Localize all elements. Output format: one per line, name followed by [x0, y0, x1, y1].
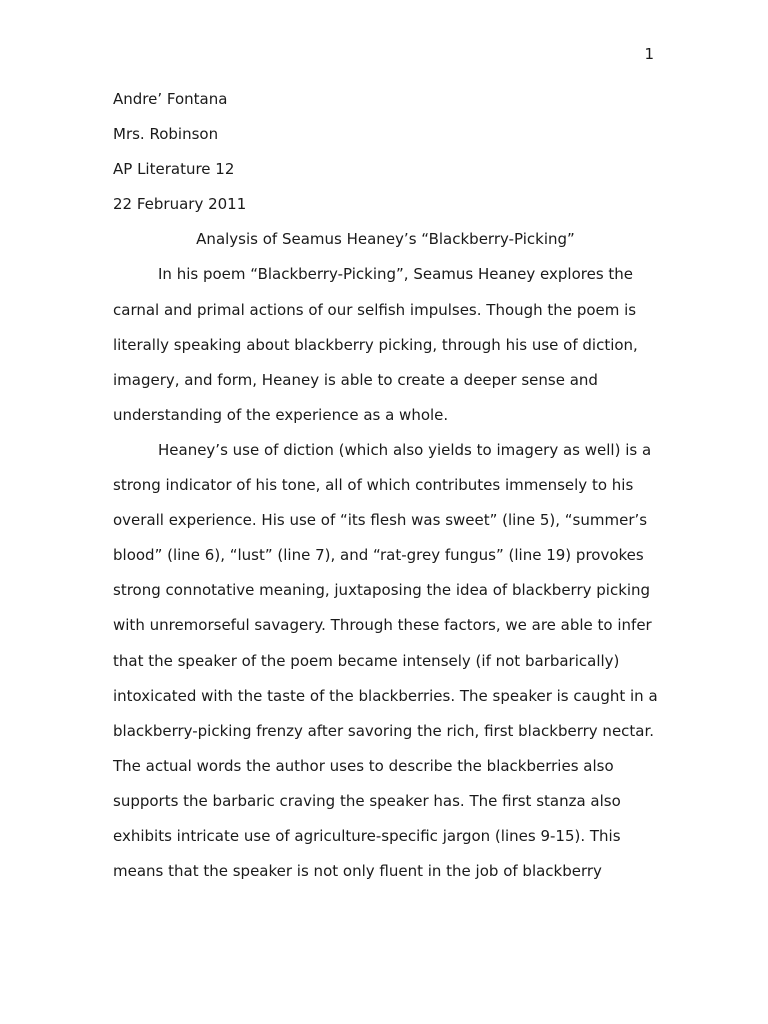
paragraph-line: In his poem “Blackberry-Picking”, Seamus Heaney explores the — [158, 265, 634, 284]
author-name: Andre’ Fontana — [113, 90, 228, 108]
paragraph-line: with unremorseful savagery. Through these factors, we are able to infer — [113, 616, 652, 635]
essay-title: Analysis of Seamus Heaney’s “Blackberry-Picking” — [196, 230, 575, 249]
paragraph-line: understanding of the experience as a whole. — [113, 405, 449, 424]
paragraph-line: supports the barbaric craving the speaker has. The first stanza also — [113, 791, 621, 810]
paragraph-1 — [113, 263, 658, 438]
paragraph-line: means that the speaker is not only fluent in the job of blackberry — [113, 862, 602, 881]
paragraph-line: intoxicated with the taste of the blackberries. The speaker is caught in a — [113, 686, 658, 705]
paragraph-line: carnal and primal actions of our selfish impulses. Though the poem is — [113, 300, 637, 319]
essay-date: 22 February 2011 — [113, 195, 247, 214]
paragraph-line: that the speaker of the poem became intensely (if not barbarically) — [113, 651, 620, 670]
course-name: AP Literature 12 — [113, 160, 235, 179]
paragraph-line: blackberry-picking frenzy after savoring the rich, first blackberry nectar. — [113, 721, 655, 740]
paragraph-line: strong indicator of his tone, all of which contributes immensely to his — [113, 476, 634, 495]
paragraph-line: Heaney’s use of diction (which also yields to imagery as well) is a — [158, 440, 652, 459]
paragraph-line: imagery, and form, Heaney is able to create a deeper sense and — [113, 370, 598, 389]
page-number: 1 — [644, 45, 654, 63]
paragraph-line: literally speaking about blackberry picking, through his use of diction, — [113, 335, 638, 354]
paragraph-2 — [113, 439, 658, 895]
paragraph-line: strong connotative meaning, juxtaposing the idea of blackberry picking — [113, 581, 651, 600]
paragraph-line: blood” (line 6), “lust” (line 7), and “rat-grey fungus” (line 19) provokes — [113, 546, 644, 565]
essay-body — [113, 88, 658, 895]
paragraph-line: exhibits intricate use of agriculture-specific jargon (lines 9-15). This — [113, 826, 621, 845]
teacher-name: Mrs. Robinson — [113, 125, 219, 144]
paragraph-line: The actual words the author uses to describe the blackberries also — [113, 756, 614, 775]
paragraph-line: overall experience. His use of “its flesh was sweet” (line 5), “summer’s — [113, 511, 648, 530]
